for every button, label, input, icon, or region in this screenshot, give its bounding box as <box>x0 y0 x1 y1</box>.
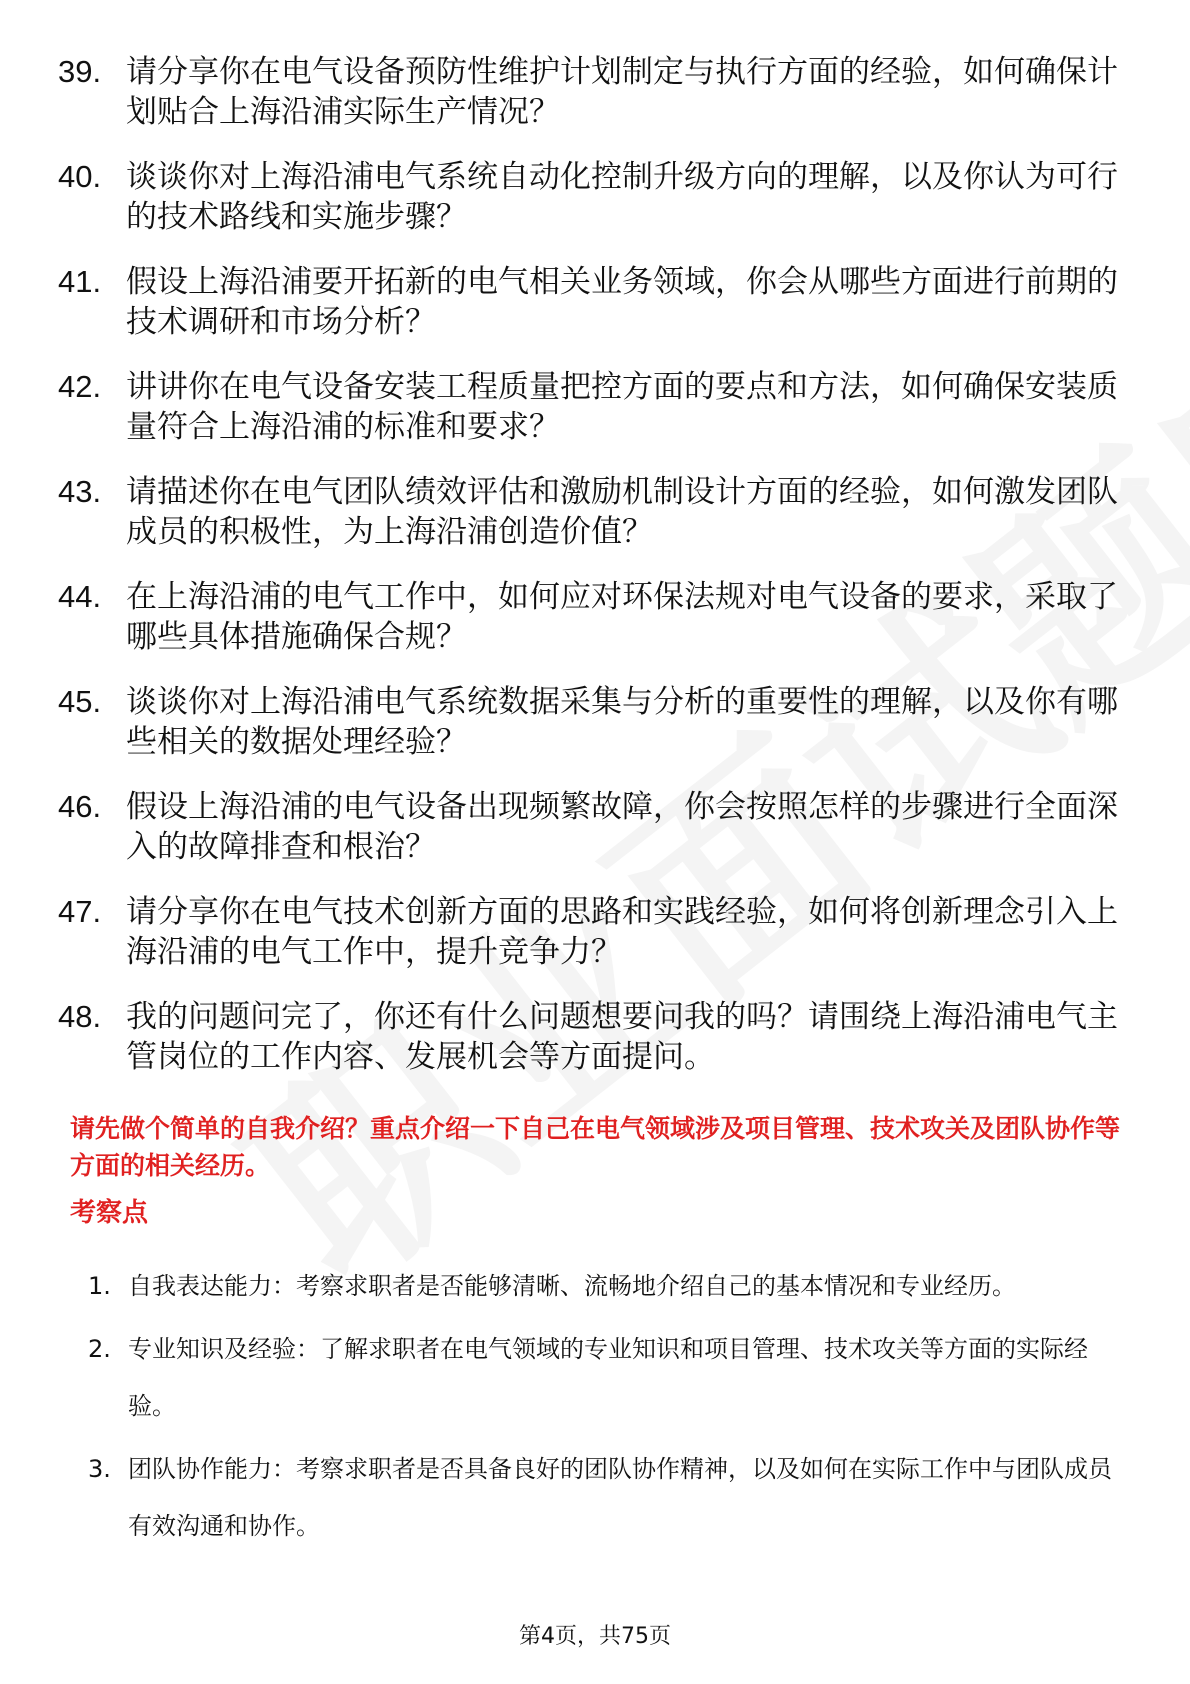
question-item <box>58 367 1138 447</box>
question-number: 46. <box>58 789 102 824</box>
question-number: 42. <box>58 369 102 404</box>
question-item <box>58 157 1138 237</box>
question-item <box>58 262 1138 342</box>
question-text: 请分享你在电气技术创新方面的思路和实践经验，如何将创新理念引入上海沿浦的电气工作中，提升竞争力？ <box>126 894 1118 970</box>
question-text: 假设上海沿浦的电气设备出现频繁故障，你会按照怎样的步骤进行全面深入的故障排查和根治？ <box>126 789 1118 865</box>
question-item <box>58 997 1138 1077</box>
question-item <box>58 472 1138 552</box>
question-text: 请描述你在电气团队绩效评估和激励机制设计方面的经验，如何激发团队成员的积极性，为上海沿浦创造价值？ <box>126 474 1118 550</box>
question-text: 讲讲你在电气设备安装工程质量把控方面的要点和方法，如何确保安装质量符合上海沿浦的标准和要求？ <box>126 369 1118 445</box>
highlight-question: 请先做个简单的自我介绍？重点介绍一下自己在电气领域涉及项目管理、技术攻关及团队协作等方面的相关经历。 <box>70 1114 1121 1180</box>
point-number: 2. <box>88 1335 111 1363</box>
question-item <box>58 892 1138 972</box>
question-number: 45. <box>58 684 102 719</box>
question-item <box>58 787 1138 867</box>
page-footer: 第4页，共75页 <box>519 1624 671 1649</box>
question-number: 48. <box>58 999 102 1034</box>
question-text: 请分享你在电气设备预防性维护计划制定与执行方面的经验，如何确保计划贴合上海沿浦实际生产情况？ <box>126 54 1118 130</box>
question-number: 39. <box>58 54 102 89</box>
assessment-points <box>86 1258 1126 1561</box>
point-number: 3. <box>88 1455 111 1483</box>
point-text: 专业知识及经验：了解求职者在电气领域的专业知识和项目管理、技术攻关等方面的实际经验。 <box>128 1335 1088 1420</box>
question-number: 44. <box>58 579 102 614</box>
question-text: 谈谈你对上海沿浦电气系统数据采集与分析的重要性的理解，以及你有哪些相关的数据处理经验？ <box>126 684 1118 760</box>
question-number: 40. <box>58 159 102 194</box>
point-number: 1. <box>88 1272 111 1300</box>
point-text: 团队协作能力：考察求职者是否具备良好的团队协作精神，以及如何在实际工作中与团队成员有效沟通和协作。 <box>128 1455 1112 1540</box>
assessment-point <box>86 1441 1126 1555</box>
question-number: 47. <box>58 894 102 929</box>
question-text: 假设上海沿浦要开拓新的电气相关业务领域，你会从哪些方面进行前期的技术调研和市场分析？ <box>126 264 1118 340</box>
assessment-point <box>86 1321 1126 1435</box>
question-item <box>58 682 1138 762</box>
question-text: 我的问题问完了，你还有什么问题想要问我的吗？请围绕上海沿浦电气主管岗位的工作内容、发展机会等方面提问。 <box>126 999 1118 1075</box>
question-text: 谈谈你对上海沿浦电气系统自动化控制升级方向的理解，以及你认为可行的技术路线和实施步骤？ <box>126 159 1118 235</box>
question-number: 41. <box>58 264 102 299</box>
assessment-point <box>86 1258 1126 1315</box>
question-text: 在上海沿浦的电气工作中，如何应对环保法规对电气设备的要求，采取了哪些具体措施确保合规？ <box>126 579 1118 655</box>
question-number: 43. <box>58 474 102 509</box>
section-title: 考察点 <box>70 1198 149 1228</box>
question-item <box>58 52 1138 132</box>
question-list <box>58 52 1138 1102</box>
question-item <box>58 577 1138 657</box>
point-text: 自我表达能力：考察求职者是否能够清晰、流畅地介绍自己的基本情况和专业经历。 <box>128 1272 1016 1300</box>
